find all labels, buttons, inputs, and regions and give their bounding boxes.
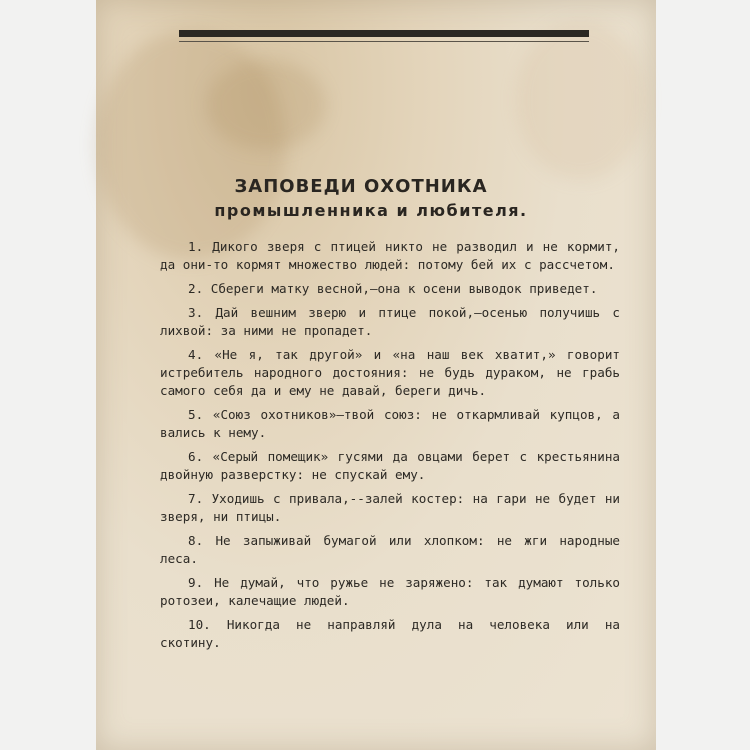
rule-9: 9. Не думай, что ружье не заряжено: так думают только ротозеи, калечащие людей. [160,575,620,608]
rule-2: 2. Сбереги матку весной,—она к осени выводок приведет. [188,281,598,296]
page-subtitle: промышленника и любителя. [214,201,528,220]
water-stain [206,60,326,150]
rule-10: 10. Никогда не направляй дула на человека или на скотину. [160,617,620,650]
rule-8: 8. Не запыживай бумагой или хлопком: не жги народные леса. [160,533,620,566]
rules-list [160,238,620,658]
rule-4: 4. «Не я, так другой» и «на наш век хватит,» говорит истребитель народного достояния: не будь дураком, не грабь самого себя да и ему не давай, береги дичь. [160,347,620,398]
rule-5: 5. «Союз охотников»—твой союз: не откармливай купцов, а вались к нему. [160,407,620,440]
top-rule-thin [179,41,589,42]
water-stain [516,20,646,180]
page-title: ЗАПОВЕДИ ОХОТНИКА [234,176,488,197]
top-rule [179,30,589,37]
rule-6: 6. «Серый помещик» гусями да овцами берет с крестьянина двойную разверстку: не спускай ему. [160,449,620,482]
rule-7: 7. Уходишь с привала,--залей костер: на гари не будет ни зверя, ни птицы. [160,491,620,524]
rule-1: 1. Дикого зверя с птицей никто не разводил и не кормит, да они-то кормят множество людей: потому бей их с рассчетом. [160,239,620,272]
rule-3: 3. Дай вешним зверю и птице покой,—осенью получишь с лихвой: за ними не пропадет. [160,305,620,338]
paper-page [96,0,656,750]
